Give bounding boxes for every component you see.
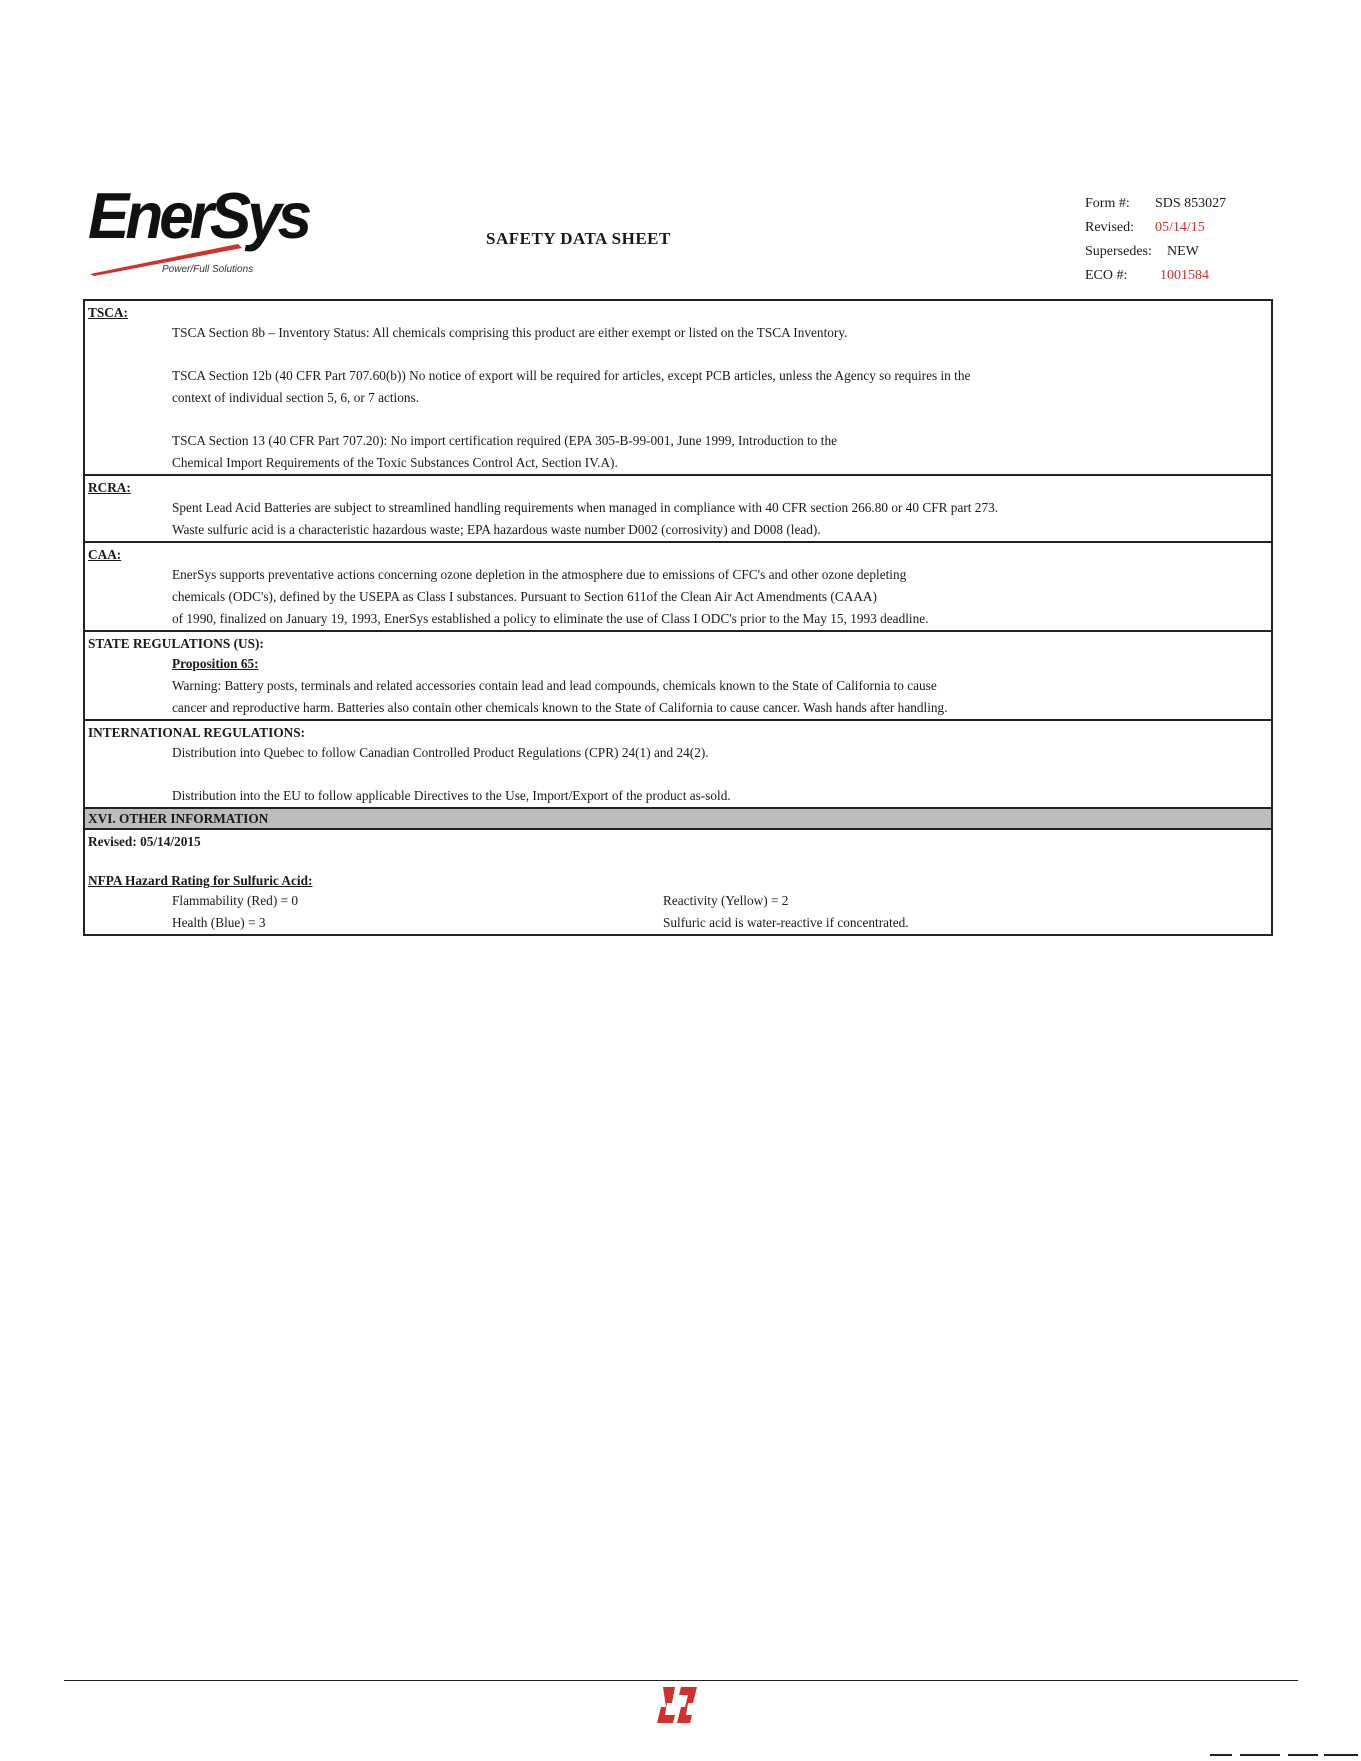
nfpa-health: Health (Blue) = 3	[172, 915, 266, 930]
meta-form-value: SDS 853027	[1155, 196, 1227, 211]
meta-eco-value: 1001584	[1160, 268, 1209, 283]
tsca-paragraph-2a: TSCA Section 12b (40 CFR Part 707.60(b)) No notice of export will be required for articles, except PCB articles, unless the Agency so requires in the	[172, 368, 971, 383]
nfpa-row-1	[85, 890, 1271, 912]
meta-eco-label: ECO #:	[1085, 268, 1128, 283]
meta-revised-label: Revised:	[1085, 220, 1134, 235]
meta-supersedes-label: Supersedes:	[1085, 244, 1152, 259]
enersys-bolt-icon	[655, 1685, 701, 1725]
logo-wordmark: EnerSys	[88, 180, 309, 253]
nfpa-heading: NFPA Hazard Rating for Sulfuric Acid:	[88, 873, 313, 888]
corner-registration-marks	[1210, 1754, 1360, 1757]
caa-line-2: chemicals (ODC's), defined by the USEPA as Class I substances. Pursuant to Section 611of the Clean Air Act Amendments (CAAA)	[172, 589, 877, 604]
nfpa-reactivity: Reactivity (Yellow) = 2	[663, 893, 789, 908]
meta-form-label: Form #:	[1085, 196, 1130, 211]
footer-rule	[64, 1680, 1298, 1681]
meta-supersedes-value: NEW	[1167, 244, 1199, 259]
meta-revised-value: 05/14/15	[1155, 220, 1205, 235]
section-international-regulations	[85, 719, 1271, 807]
state-line-2: cancer and reproductive harm. Batteries also contain other chemicals known to the State of California to cause cancer. Wash hands after handling.	[172, 700, 948, 715]
section-title-caa: CAA:	[88, 547, 122, 562]
other-revised: Revised: 05/14/2015	[88, 834, 201, 849]
rcra-line-2: Waste sulfuric acid is a characteristic hazardous waste; EPA hazardous waste number D002 (corrosivity) and D008 (lead).	[172, 522, 821, 537]
section-title-international: INTERNATIONAL REGULATIONS:	[88, 725, 306, 740]
meta-eco	[1085, 264, 1226, 288]
section-caa	[85, 541, 1271, 630]
meta-revised	[1085, 216, 1226, 240]
caa-line-3: of 1990, finalized on January 19, 1993, EnerSys established a policy to eliminate the use of Class I ODC's prior to the May 15, 1993 deadline.	[172, 611, 929, 626]
rcra-line-1: Spent Lead Acid Batteries are subject to streamlined handling requirements when managed in compliance with 40 CFR section 266.80 or 40 CFR part 273.	[172, 500, 999, 515]
document-meta	[1085, 192, 1226, 288]
caa-line-1: EnerSys supports preventative actions concerning ozone depletion in the atmosphere due to emissions of CFC's and other ozone depleting	[172, 567, 907, 582]
logo-slogan: Power/Full Solutions	[162, 264, 254, 275]
section-title-rcra: RCRA:	[88, 480, 131, 495]
tsca-paragraph-1: TSCA Section 8b – Inventory Status: All chemicals comprising this product are either exempt or listed on the TSCA Inventory.	[172, 325, 848, 340]
international-line-2: Distribution into the EU to follow applicable Directives to the Use, Import/Export of the product as-sold.	[172, 788, 731, 803]
meta-form	[1085, 192, 1226, 216]
nfpa-note: Sulfuric acid is water-reactive if concentrated.	[663, 915, 909, 930]
proposition-65-heading: Proposition 65:	[172, 656, 259, 671]
tsca-paragraph-3a: TSCA Section 13 (40 CFR Part 707.20): No import certification required (EPA 305-B-99-001, June 1999, Introduction to the	[172, 433, 838, 448]
enersys-logo	[88, 180, 309, 286]
section-other-information	[85, 807, 1271, 934]
tsca-paragraph-2b: context of individual section 5, 6, or 7 actions.	[172, 390, 420, 405]
state-line-1: Warning: Battery posts, terminals and related accessories contain lead and lead compounds, chemicals known to the State of California to cause	[172, 678, 937, 693]
section-rcra	[85, 474, 1271, 541]
document-title: SAFETY DATA SHEET	[486, 229, 671, 248]
international-line-1: Distribution into Quebec to follow Canadian Controlled Product Regulations (CPR) 24(1) and 24(2).	[172, 745, 709, 760]
section-state-regulations	[85, 630, 1271, 719]
nfpa-row-2	[85, 912, 1271, 934]
section-tsca	[85, 301, 1271, 474]
regulatory-sheet	[83, 299, 1273, 936]
section-title-state: STATE REGULATIONS (US):	[88, 636, 264, 651]
meta-supersedes	[1085, 240, 1226, 264]
section-title-tsca: TSCA:	[88, 305, 128, 320]
tsca-paragraph-3b: Chemical Import Requirements of the Toxic Substances Control Act, Section IV.A).	[172, 455, 618, 470]
nfpa-flammability: Flammability (Red) = 0	[172, 893, 299, 908]
other-information-band: XVI. OTHER INFORMATION	[85, 809, 1271, 830]
